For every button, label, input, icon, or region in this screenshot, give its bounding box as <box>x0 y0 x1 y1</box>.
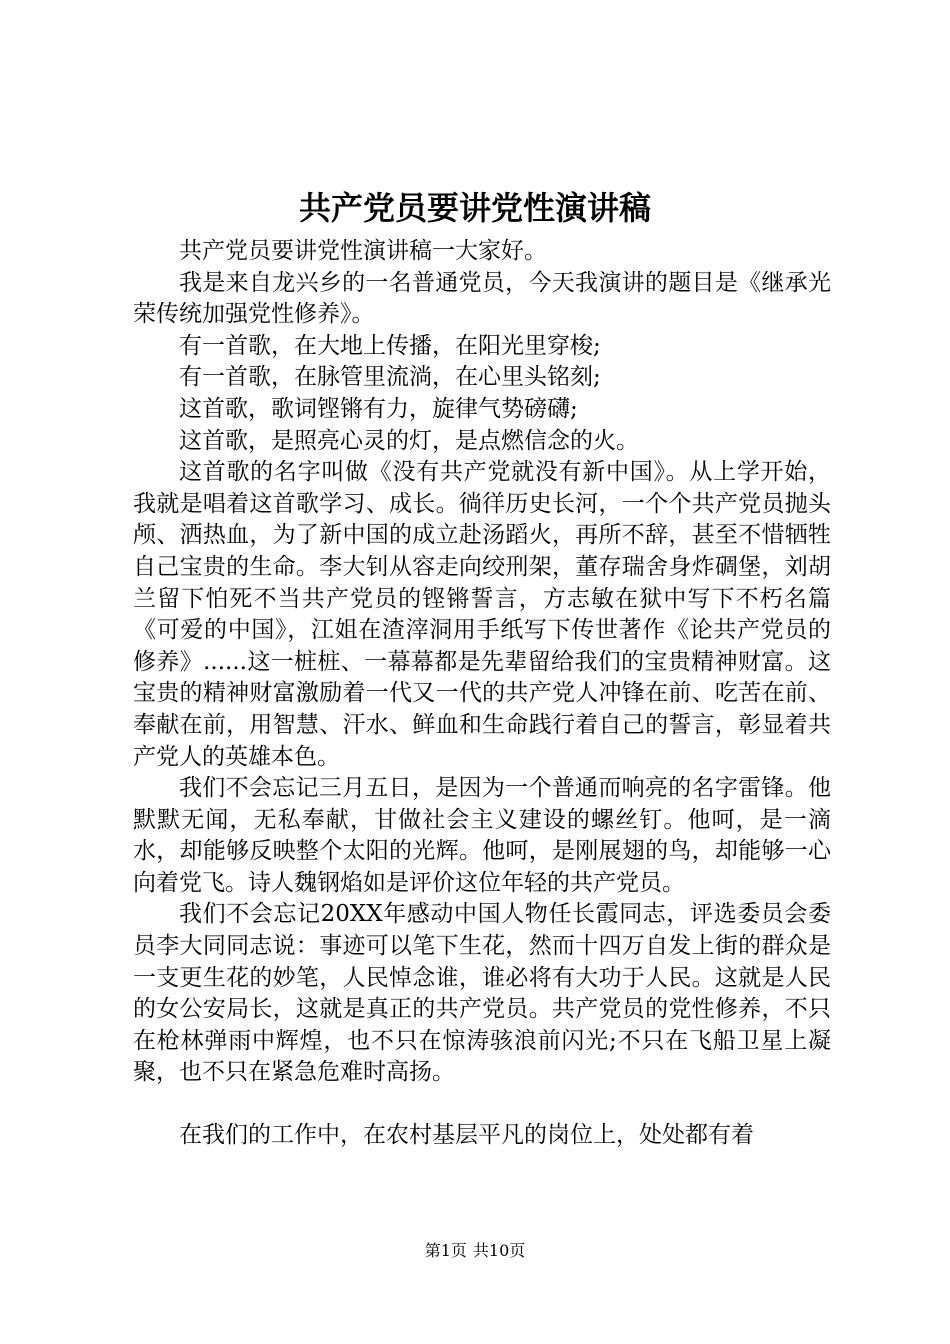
paragraph-greeting: 共产党员要讲党性演讲稿一大家好。 <box>179 238 547 264</box>
document-body <box>133 236 831 1152</box>
paragraph-verse-4: 这首歌，是照亮心灵的灯，是点燃信念的火。 <box>179 427 639 454</box>
paragraph-ren-changxia: 我们不会忘记20XX年感动中国人物任长霞同志，评选委员会委员李大同同志说：事迹可以笔下生花，然而十四万自发上街的群众是一支更生花的妙笔，人民悼念谁，谁必将有大功于人民。这就是人民的女公安局长，这就是真正的共产党员。共产党员的党性修养，不只在枪林弹雨中辉煌，也不只在惊涛骇浪前闪光;不只在飞船卫星上凝聚，也不只在紧急危难时高扬。 <box>133 901 831 1086</box>
paragraph-lei-feng: 我们不会忘记三月五日，是因为一个普通而响亮的名字雷锋。他默默无闻，无私奉献，甘做社会主义建设的螺丝钉。他呵，是一滴水，却能够反映整个太阳的光辉。他呵，是刚展翅的鸟，却能够一心向着党飞。诗人魏钢焰如是评价这位年轻的共产党员。 <box>133 775 831 896</box>
page-footer <box>0 1240 950 1262</box>
paragraph-verse-2: 有一首歌，在脉管里流淌，在心里头铭刻; <box>179 364 601 391</box>
paragraph-introduction: 我是来自龙兴乡的一名普通党员，今天我演讲的题目是《继承光荣传统加强党性修养》。 <box>133 269 831 328</box>
paragraph-verse-3: 这首歌，歌词铿锵有力，旋律气势磅礴; <box>179 395 578 422</box>
page-title: 共产党员要讲党性演讲稿 <box>298 189 651 227</box>
page-number: 第1页 <box>424 1241 467 1260</box>
paragraph-song-history: 这首歌的名字叫做《没有共产党就没有新中国》。从上学开始，我就是唱着这首歌学习、成长。徜徉历史长河，一个个共产党员抛头颅、洒热血，为了新中国的成立赴汤蹈火，再所不辞，甚至不惜牺牲自己宝贵的生命。李大钊从容走向绞刑架，董存瑞舍身炸碉堡，刘胡兰留下怕死不当共产党员的铿锵誓言，方志敏在狱中写下不朽名篇《可爱的中国》，江姐在渣滓洞用手纸写下传世著作《论共产党员的修养》......这一桩桩、一幕幕都是先辈留给我们的宝贵精神财富。这宝贵的精神财富激励着一代又一代的共产党人冲锋在前、吃苦在前、奉献在前，用智慧、汗水、鲜血和生命践行着自己的誓言，彰显着共产党人的英雄本色。 <box>133 459 831 770</box>
page-total: 共10页 <box>472 1241 526 1260</box>
paragraph-our-work: 在我们的工作中，在农村基层平凡的岗位上，处处都有着 <box>179 1122 754 1149</box>
paragraph-verse-1: 有一首歌，在大地上传播，在阳光里穿梭; <box>179 332 601 359</box>
